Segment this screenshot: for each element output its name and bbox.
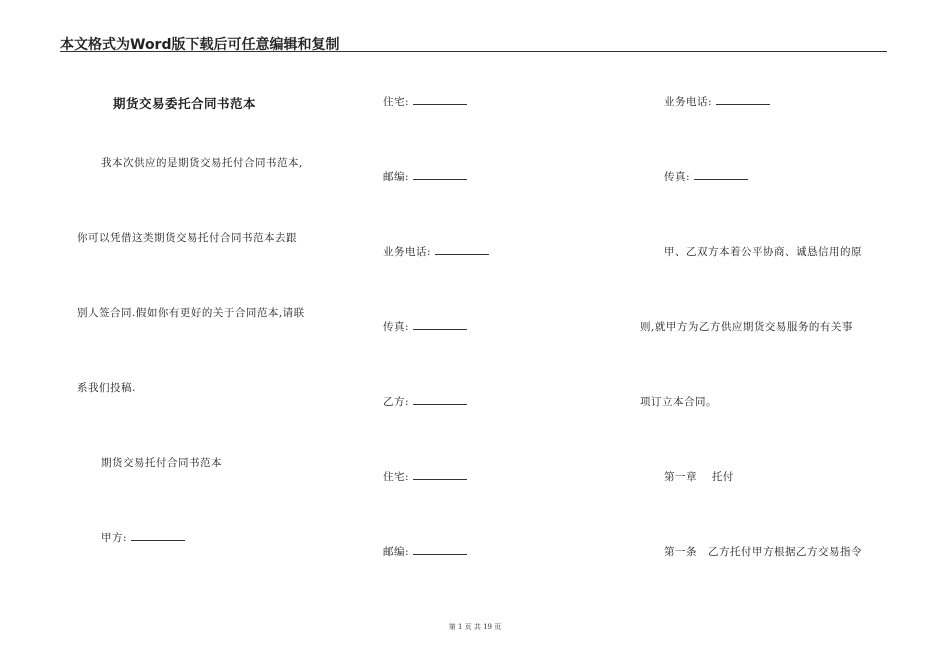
chapter-heading: 第一章 托付 — [664, 471, 734, 483]
document-title: 期货交易委托合同书范本 — [113, 96, 257, 111]
address-label-2: 住宅: — [383, 471, 410, 483]
postcode-blank-1 — [413, 169, 467, 180]
party-b-blank — [413, 394, 467, 405]
phone-field-1 — [383, 244, 489, 259]
subtitle: 期货交易托付合同书范本 — [101, 457, 222, 469]
preamble-line-2: 则,就甲方为乙方供应期货交易服务的有关事 — [640, 321, 853, 333]
document-header: 本文格式为Word版下载后可任意编辑和复制 — [60, 37, 340, 53]
fax-field-2 — [664, 169, 748, 184]
fax-blank-2 — [694, 169, 748, 180]
fax-label-2: 传真: — [664, 171, 691, 183]
intro-line-2: 你可以凭借这类期货交易托付合同书范本去跟 — [77, 232, 297, 244]
postcode-label-1: 邮编: — [383, 171, 410, 183]
address-field-2 — [383, 469, 467, 484]
fax-blank-1 — [413, 319, 467, 330]
party-a-label: 甲方: — [101, 532, 128, 544]
fax-field-1 — [383, 319, 467, 334]
postcode-label-2: 邮编: — [383, 546, 410, 558]
party-b-label: 乙方: — [383, 396, 410, 408]
intro-line-3: 别人签合同.假如你有更好的关于合同范本,请联 — [77, 307, 305, 319]
phone-label-2: 业务电话: — [664, 96, 713, 108]
address-label-1: 住宅: — [383, 96, 410, 108]
fax-label-1: 传真: — [383, 321, 410, 333]
party-b-field — [383, 394, 467, 409]
preamble-line-1: 甲、乙双方本着公平协商、诚恳信用的原 — [664, 246, 862, 258]
phone-blank-2 — [716, 94, 770, 105]
postcode-field-1 — [383, 169, 467, 184]
address-blank-1 — [413, 94, 467, 105]
address-blank-2 — [413, 469, 467, 480]
intro-line-1: 我本次供应的是期货交易托付合同书范本, — [101, 157, 303, 169]
postcode-blank-2 — [413, 544, 467, 555]
phone-field-2 — [664, 94, 770, 109]
intro-line-4: 系我们投稿. — [77, 382, 136, 394]
party-a-field — [101, 530, 185, 545]
phone-label-1: 业务电话: — [383, 246, 432, 258]
postcode-field-2 — [383, 544, 467, 559]
party-a-blank — [131, 530, 185, 541]
page-footer: 第 1 页 共 19 页 — [448, 623, 502, 631]
phone-blank-1 — [435, 244, 489, 255]
address-field-1 — [383, 94, 467, 109]
header-divider — [60, 51, 887, 52]
article-1-line: 第一条 乙方托付甲方根据乙方交易指令 — [664, 546, 862, 558]
preamble-line-3: 项订立本合同。 — [640, 396, 717, 408]
